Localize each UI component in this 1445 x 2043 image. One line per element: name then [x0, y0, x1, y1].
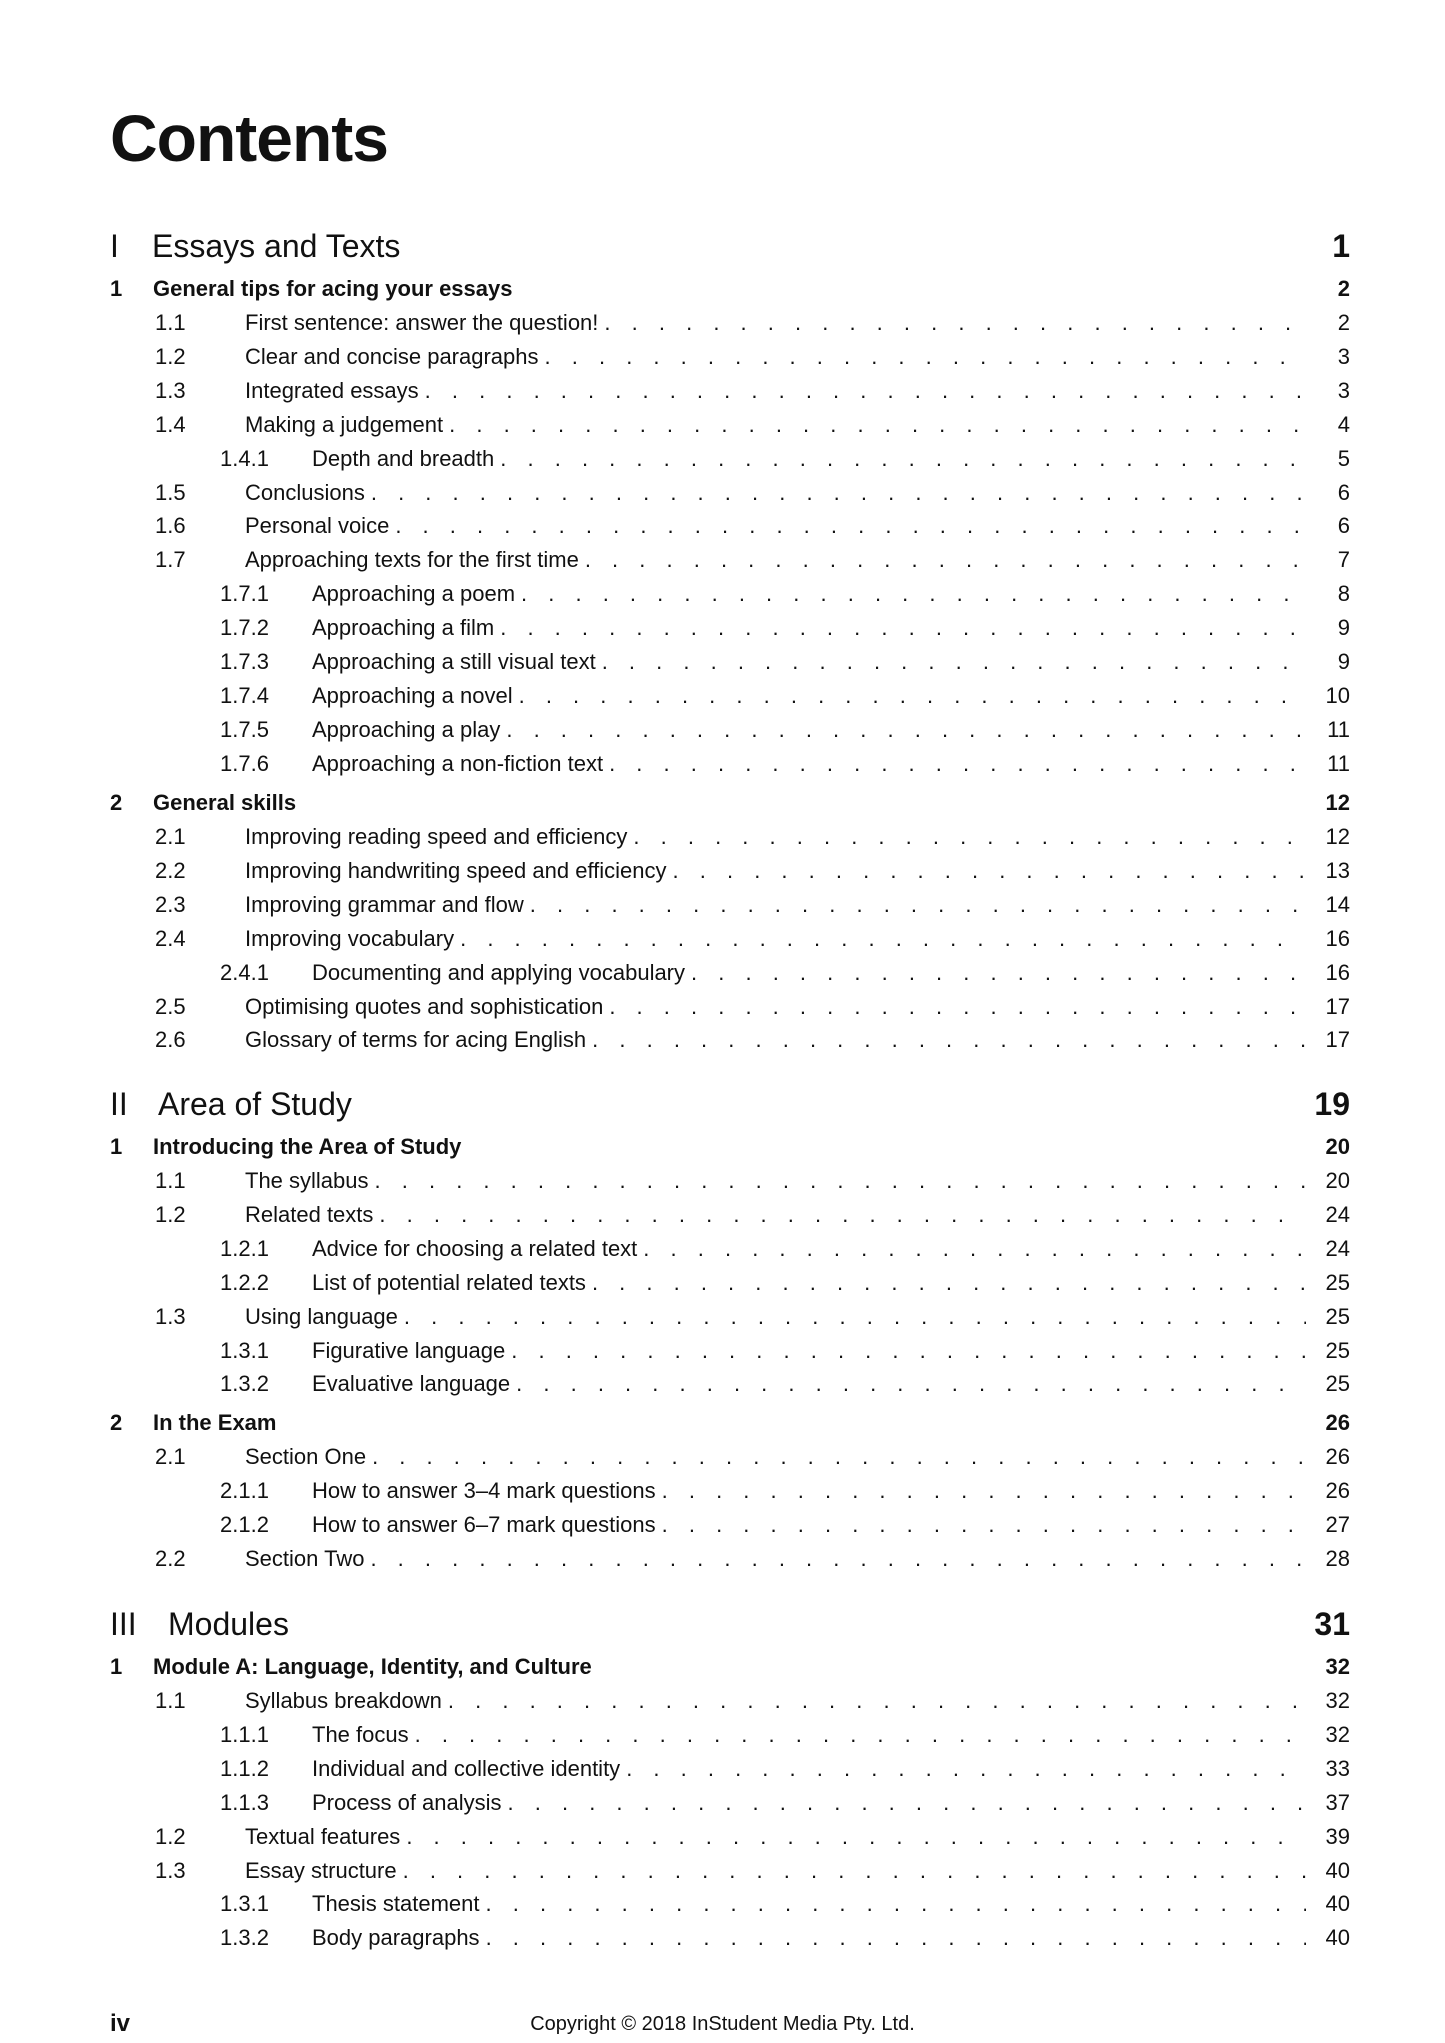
dot-leader	[626, 1756, 1306, 1782]
page-title: Contents	[110, 101, 388, 175]
dot-leader	[585, 547, 1306, 573]
section-entry	[155, 344, 1350, 374]
dot-leader	[673, 858, 1306, 884]
entry-page-number: 3	[1337, 378, 1350, 403]
entry-number: 1.3.1	[220, 1338, 269, 1363]
dot-leader	[379, 1202, 1306, 1228]
dot-leader	[415, 1722, 1306, 1748]
dot-leader	[643, 1236, 1306, 1262]
entry-page-number: 39	[1325, 1824, 1350, 1849]
part-page-number: 31	[1314, 1606, 1350, 1642]
chapter-page-number: 12	[1325, 790, 1350, 815]
entry-number: 2.6	[155, 1027, 186, 1052]
dot-leader	[545, 344, 1306, 370]
entry-page-number: 32	[1325, 1722, 1350, 1747]
dot-leader	[592, 1027, 1306, 1053]
section-entry	[155, 378, 1350, 408]
entry-title: Related texts	[245, 1202, 374, 1227]
entry-title: How to answer 3–4 mark questions	[312, 1478, 656, 1503]
entry-title: Approaching a play	[312, 717, 501, 742]
entry-number: 1.3	[155, 378, 186, 403]
section-entry	[155, 1858, 1350, 1888]
chapter-page-number: 2	[1337, 276, 1350, 301]
entry-number: 1.2.2	[220, 1270, 269, 1295]
entry-page-number: 5	[1337, 446, 1350, 471]
section-entry	[155, 1202, 1350, 1232]
subsection-entry	[220, 1790, 1350, 1820]
entry-number: 1.7.5	[220, 717, 269, 742]
entry-title: Section One	[245, 1444, 367, 1469]
subsection-entry	[220, 1756, 1350, 1786]
entry-title: Optimising quotes and sophistication	[245, 994, 604, 1019]
dot-leader	[609, 994, 1306, 1020]
dot-leader	[602, 649, 1306, 675]
part-heading	[110, 1606, 1350, 1646]
chapter-number: 2	[110, 1410, 123, 1435]
entry-number: 1.3.1	[220, 1891, 269, 1916]
dot-leader	[371, 480, 1306, 506]
entry-title: Integrated essays	[245, 378, 419, 403]
entry-page-number: 8	[1337, 581, 1350, 606]
entry-number: 1.5	[155, 480, 186, 505]
entry-page-number: 14	[1325, 892, 1350, 917]
entry-title: Approaching a film	[312, 615, 495, 640]
section-entry	[155, 547, 1350, 577]
section-entry	[155, 1444, 1350, 1474]
chapter-title: Introducing the Area of Study	[153, 1134, 462, 1159]
chapter-page-number: 26	[1325, 1410, 1350, 1435]
entry-number: 1.4.1	[220, 446, 269, 471]
subsection-entry	[220, 1478, 1350, 1508]
section-entry	[155, 1027, 1350, 1057]
section-entry	[155, 892, 1350, 922]
entry-number: 1.7.2	[220, 615, 269, 640]
dot-leader	[372, 1444, 1306, 1470]
entry-page-number: 17	[1325, 1027, 1350, 1052]
dot-leader	[604, 310, 1306, 336]
entry-title: Body paragraphs	[312, 1925, 480, 1950]
subsection-entry	[220, 751, 1350, 781]
part-page-number: 1	[1332, 228, 1350, 264]
dot-leader	[691, 960, 1306, 986]
entry-title: Improving grammar and flow	[245, 892, 524, 917]
entry-title: Improving handwriting speed and efficiency	[245, 858, 667, 883]
entry-page-number: 25	[1325, 1338, 1350, 1363]
section-entry	[155, 412, 1350, 442]
entry-number: 1.7.6	[220, 751, 269, 776]
entry-title: Thesis statement	[312, 1891, 480, 1916]
section-entry	[155, 1546, 1350, 1576]
dot-leader	[403, 1858, 1306, 1884]
entry-title: Approaching a non-fiction text	[312, 751, 604, 776]
entry-page-number: 32	[1325, 1688, 1350, 1713]
entry-page-number: 9	[1337, 615, 1350, 640]
entry-title: Figurative language	[312, 1338, 506, 1363]
subsection-entry	[220, 649, 1350, 679]
entry-title: Individual and collective identity	[312, 1756, 621, 1781]
entry-number: 2.4.1	[220, 960, 269, 985]
entry-page-number: 2	[1337, 310, 1350, 335]
subsection-entry	[220, 1270, 1350, 1300]
section-entry	[155, 926, 1350, 956]
chapter-number: 2	[110, 790, 123, 815]
chapter-title: Module A: Language, Identity, and Culture	[153, 1654, 592, 1679]
entry-page-number: 13	[1325, 858, 1350, 883]
entry-number: 2.1.2	[220, 1512, 269, 1537]
entry-title: Evaluative language	[312, 1371, 511, 1396]
entry-page-number: 10	[1325, 683, 1350, 708]
chapter-heading	[110, 790, 1350, 820]
entry-title: Advice for choosing a related text	[312, 1236, 638, 1261]
section-entry	[155, 1168, 1350, 1198]
footer-copyright: Copyright © 2018 InStudent Media Pty. Ltd.	[530, 2013, 915, 2035]
entry-title: List of potential related texts	[312, 1270, 586, 1295]
entry-page-number: 11	[1327, 751, 1350, 776]
chapter-heading	[110, 276, 1350, 306]
subsection-entry	[220, 1512, 1350, 1542]
entry-title: Glossary of terms for acing English	[245, 1027, 587, 1052]
dot-leader	[506, 717, 1306, 743]
subsection-entry	[220, 1925, 1350, 1955]
entry-number: 1.1	[155, 1688, 186, 1713]
entry-number: 2.1	[155, 1444, 186, 1469]
entry-page-number: 3	[1337, 344, 1350, 369]
entry-page-number: 4	[1337, 412, 1350, 437]
entry-page-number: 37	[1325, 1790, 1350, 1815]
entry-title: Conclusions	[245, 480, 365, 505]
entry-page-number: 6	[1337, 513, 1350, 538]
entry-title: Approaching a novel	[312, 683, 513, 708]
section-entry	[155, 1824, 1350, 1854]
part-number: III	[110, 1606, 137, 1642]
entry-page-number: 20	[1325, 1168, 1350, 1193]
entry-title: The syllabus	[245, 1168, 369, 1193]
section-entry	[155, 858, 1350, 888]
dot-leader	[500, 446, 1306, 472]
entry-page-number: 24	[1325, 1236, 1350, 1261]
dot-leader	[508, 1790, 1306, 1816]
subsection-entry	[220, 615, 1350, 645]
entry-title: Approaching a poem	[312, 581, 516, 606]
entry-number: 1.7.4	[220, 683, 269, 708]
entry-title: Syllabus breakdown	[245, 1688, 442, 1713]
part-page-number: 19	[1314, 1086, 1350, 1122]
entry-page-number: 40	[1325, 1858, 1350, 1883]
dot-leader	[448, 1688, 1306, 1714]
entry-title: Clear and concise paragraphs	[245, 344, 539, 369]
entry-number: 1.7	[155, 547, 186, 572]
subsection-entry	[220, 1236, 1350, 1266]
dot-leader	[406, 1824, 1306, 1850]
entry-title: Textual features	[245, 1824, 401, 1849]
section-entry	[155, 513, 1350, 543]
chapter-title: General skills	[153, 790, 297, 815]
entry-page-number: 16	[1325, 926, 1350, 951]
entry-number: 1.2	[155, 344, 186, 369]
dot-leader	[592, 1270, 1306, 1296]
chapter-page-number: 20	[1325, 1134, 1350, 1159]
chapter-number: 1	[110, 1134, 123, 1159]
chapter-number: 1	[110, 1654, 123, 1679]
dot-leader	[460, 926, 1306, 952]
chapter-heading	[110, 1134, 1350, 1164]
subsection-entry	[220, 1338, 1350, 1368]
entry-page-number: 25	[1325, 1371, 1350, 1396]
entry-page-number: 40	[1325, 1891, 1350, 1916]
entry-page-number: 6	[1337, 480, 1350, 505]
part-number: II	[110, 1086, 128, 1122]
subsection-entry	[220, 1371, 1350, 1401]
section-entry	[155, 1688, 1350, 1718]
entry-title: Essay structure	[245, 1858, 397, 1883]
dot-leader	[449, 412, 1306, 438]
entry-title: Improving reading speed and efficiency	[245, 824, 628, 849]
entry-page-number: 16	[1325, 960, 1350, 985]
part-heading	[110, 1086, 1350, 1126]
entry-title: How to answer 6–7 mark questions	[312, 1512, 656, 1537]
entry-number: 1.1.2	[220, 1756, 269, 1781]
footer-page-number: iv	[110, 2010, 131, 2037]
entry-page-number: 24	[1325, 1202, 1350, 1227]
part-heading	[110, 228, 1350, 268]
entry-number: 1.1.3	[220, 1790, 269, 1815]
entry-title: Personal voice	[245, 513, 390, 538]
dot-leader	[370, 1546, 1306, 1572]
entry-page-number: 12	[1325, 824, 1350, 849]
entry-number: 1.4	[155, 412, 186, 437]
part-title: Area of Study	[158, 1086, 352, 1122]
entry-number: 2.1.1	[220, 1478, 269, 1503]
entry-number: 1.1	[155, 1168, 186, 1193]
entry-page-number: 25	[1325, 1270, 1350, 1295]
entry-number: 1.1	[155, 310, 186, 335]
entry-page-number: 33	[1325, 1756, 1350, 1781]
subsection-entry	[220, 1722, 1350, 1752]
chapter-title: In the Exam	[153, 1410, 277, 1435]
entry-number: 2.5	[155, 994, 186, 1019]
entry-title: Approaching a still visual text	[312, 649, 596, 674]
entry-number: 2.2	[155, 1546, 186, 1571]
section-entry	[155, 824, 1350, 854]
entry-number: 2.2	[155, 858, 186, 883]
entry-page-number: 11	[1327, 717, 1350, 742]
entry-page-number: 26	[1325, 1444, 1350, 1469]
entry-number: 1.2	[155, 1202, 186, 1227]
dot-leader	[521, 581, 1306, 607]
dot-leader	[425, 378, 1306, 404]
dot-leader	[404, 1304, 1306, 1330]
chapter-page-number: 32	[1325, 1654, 1350, 1679]
entry-number: 2.3	[155, 892, 186, 917]
entry-title: Documenting and applying vocabulary	[312, 960, 686, 985]
entry-number: 2.4	[155, 926, 186, 951]
dot-leader	[486, 1925, 1306, 1951]
entry-title: Section Two	[245, 1546, 365, 1571]
entry-number: 2.1	[155, 824, 186, 849]
dot-leader	[486, 1891, 1306, 1917]
entry-number: 1.2.1	[220, 1236, 269, 1261]
dot-leader	[633, 824, 1306, 850]
entry-title: Making a judgement	[245, 412, 444, 437]
dot-leader	[375, 1168, 1306, 1194]
entry-title: Using language	[245, 1304, 398, 1329]
dot-leader	[530, 892, 1306, 918]
entry-title: Approaching texts for the first time	[245, 547, 579, 572]
part-number: I	[110, 228, 119, 264]
entry-number: 1.3	[155, 1304, 186, 1329]
entry-page-number: 28	[1325, 1546, 1350, 1571]
subsection-entry	[220, 717, 1350, 747]
section-entry	[155, 310, 1350, 340]
entry-page-number: 27	[1325, 1512, 1350, 1537]
entry-title: The focus	[312, 1722, 409, 1747]
entry-number: 1.3.2	[220, 1925, 269, 1950]
entry-number: 1.1.1	[220, 1722, 269, 1747]
subsection-entry	[220, 446, 1350, 476]
dot-leader	[662, 1478, 1306, 1504]
section-entry	[155, 994, 1350, 1024]
section-entry	[155, 1304, 1350, 1334]
section-entry	[155, 480, 1350, 510]
dot-leader	[516, 1371, 1306, 1397]
entry-number: 1.3	[155, 1858, 186, 1883]
entry-page-number: 40	[1325, 1925, 1350, 1950]
dot-leader	[500, 615, 1306, 641]
dot-leader	[662, 1512, 1306, 1538]
chapter-title: General tips for acing your essays	[153, 276, 513, 301]
entry-page-number: 17	[1325, 994, 1350, 1019]
entry-number: 1.6	[155, 513, 186, 538]
entry-number: 1.3.2	[220, 1371, 269, 1396]
part-title: Modules	[168, 1606, 289, 1642]
chapter-number: 1	[110, 276, 123, 301]
entry-number: 1.7.3	[220, 649, 269, 674]
subsection-entry	[220, 960, 1350, 990]
entry-page-number: 26	[1325, 1478, 1350, 1503]
dot-leader	[395, 513, 1306, 539]
dot-leader	[609, 751, 1306, 777]
entry-number: 1.7.1	[220, 581, 269, 606]
entry-title: Process of analysis	[312, 1790, 502, 1815]
subsection-entry	[220, 581, 1350, 611]
chapter-heading	[110, 1410, 1350, 1440]
entry-page-number: 9	[1337, 649, 1350, 674]
subsection-entry	[220, 683, 1350, 713]
entry-page-number: 7	[1337, 547, 1350, 572]
entry-number: 1.2	[155, 1824, 186, 1849]
dot-leader	[511, 1338, 1306, 1364]
entry-page-number: 25	[1325, 1304, 1350, 1329]
dot-leader	[519, 683, 1306, 709]
entry-title: Improving vocabulary	[245, 926, 455, 951]
part-title: Essays and Texts	[152, 228, 401, 264]
entry-title: Depth and breadth	[312, 446, 495, 471]
entry-title: First sentence: answer the question!	[245, 310, 599, 335]
subsection-entry	[220, 1891, 1350, 1921]
chapter-heading	[110, 1654, 1350, 1684]
